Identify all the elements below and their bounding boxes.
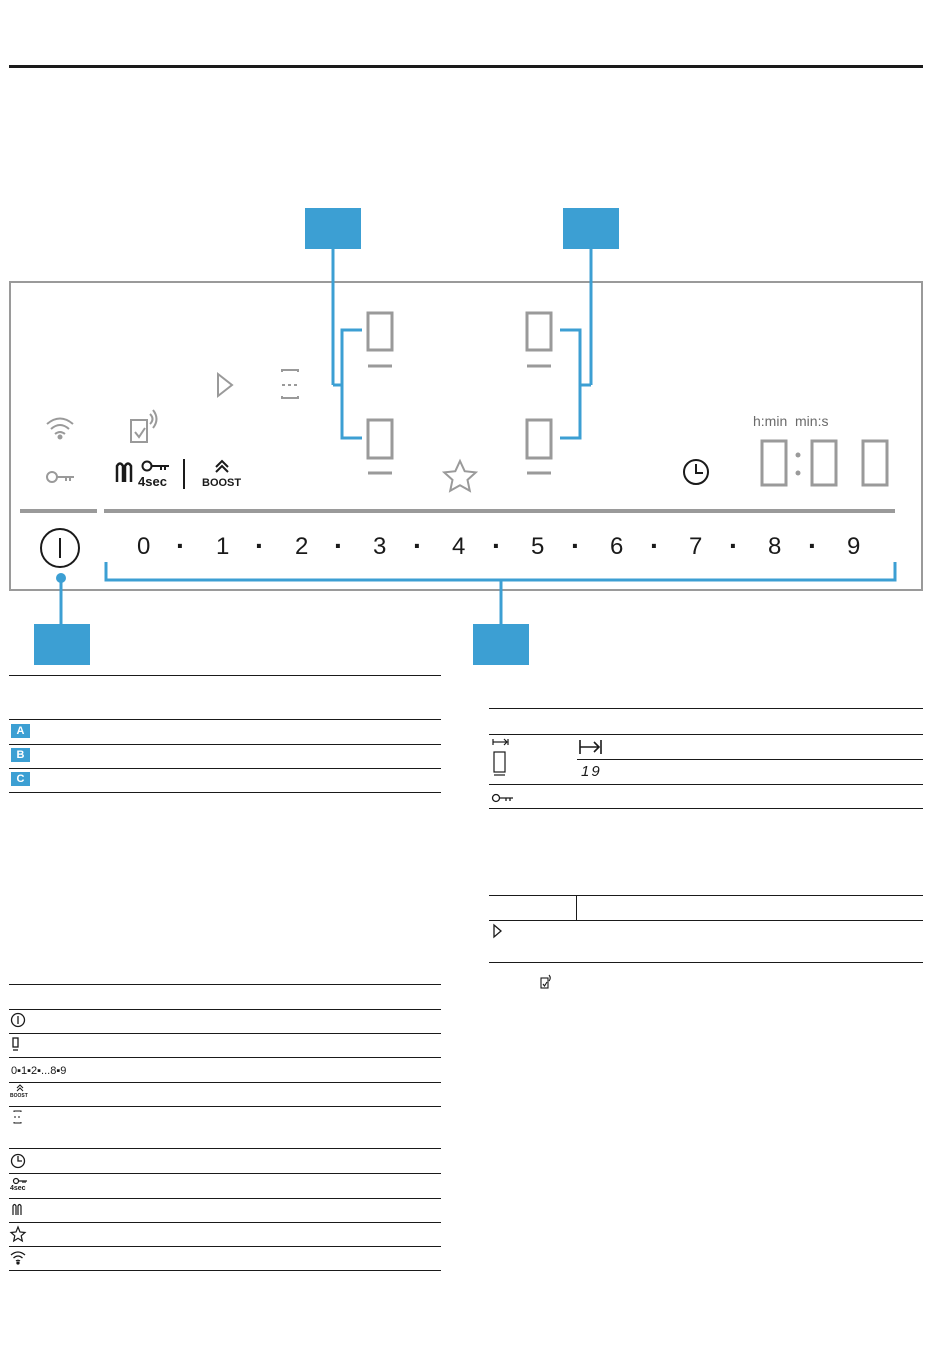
display-digit-icon — [13, 1038, 18, 1050]
symbol-icons — [9, 984, 49, 1274]
childlock-key-icon — [143, 462, 170, 471]
timer-number: 19 — [581, 763, 602, 780]
wifi-small-icon — [11, 1252, 25, 1264]
scale-dot: · — [808, 530, 818, 561]
wifi-icon — [47, 419, 73, 439]
clock-small-icon — [12, 1155, 25, 1168]
table-symbols — [9, 984, 441, 1274]
boost-label: BOOST — [202, 477, 242, 489]
star-icon — [444, 461, 476, 491]
remote-small-icon — [541, 975, 550, 988]
panel-graphics — [0, 0, 950, 680]
flexzone-small-icon — [14, 1111, 21, 1123]
power-level-3[interactable]: 3 — [373, 533, 387, 560]
timer-units-label: h:min min:s — [753, 413, 829, 429]
clock-icon — [684, 460, 708, 484]
star-small-icon — [11, 1227, 25, 1241]
play-icon — [218, 374, 232, 396]
scale-dot: · — [492, 530, 502, 561]
boost-small-icon — [17, 1085, 23, 1091]
start-icons — [489, 895, 569, 995]
power-switch-icon — [41, 529, 79, 567]
scale-dot: · — [729, 530, 739, 561]
remote-start-icon — [131, 410, 157, 442]
key-residual-icon — [493, 795, 514, 802]
boost-small-label: BOOST — [10, 1093, 28, 1099]
key-icon — [47, 472, 74, 482]
scale-dot: · — [571, 530, 581, 561]
timer-digit-min-ones — [863, 441, 887, 485]
badge-a: A — [11, 724, 30, 738]
table-residual — [489, 708, 923, 812]
timer-digit-min-tens — [812, 441, 836, 485]
zone-digit-rear-left — [368, 420, 392, 473]
zone-digit-front-left — [368, 313, 392, 366]
childlock-small-label: 4sec — [10, 1185, 26, 1192]
scale-dot: · — [176, 530, 186, 561]
timer-colon — [796, 453, 801, 476]
power-scale[interactable] — [105, 530, 895, 566]
power-level-6[interactable]: 6 — [610, 533, 624, 560]
power-icon — [12, 1014, 25, 1027]
scale-dot: · — [413, 530, 423, 561]
power-level-1[interactable]: 1 — [216, 533, 230, 560]
scale-dot: · — [334, 530, 344, 561]
power-level-9[interactable]: 9 — [847, 533, 861, 560]
boost-icon — [216, 461, 228, 472]
power-level-8[interactable]: 8 — [768, 533, 782, 560]
key-small-icon — [14, 1179, 28, 1184]
play-small-icon — [494, 925, 501, 937]
zone-digit-front-right — [527, 313, 551, 366]
transfer-icon — [580, 740, 601, 754]
childlock-label: 4sec — [138, 474, 167, 489]
table-start — [489, 895, 923, 995]
power-level-2[interactable]: 2 — [295, 533, 309, 560]
power-level-5[interactable]: 5 — [531, 533, 545, 560]
scale-dot: · — [255, 530, 265, 561]
power-scale-row-text: 0▪1▪2▪...8▪9 — [11, 1065, 67, 1077]
pause-small-icon — [13, 1205, 21, 1216]
badge-c: C — [11, 772, 30, 786]
power-level-7[interactable]: 7 — [689, 533, 703, 560]
power-level-0[interactable]: 0 — [137, 533, 151, 560]
pause-icon — [117, 464, 131, 483]
flexzone-icon — [282, 370, 298, 398]
scale-dot: · — [650, 530, 660, 561]
timer-digit-hours — [762, 441, 786, 485]
zone-selection-icon — [493, 739, 508, 775]
residual-icons — [489, 708, 629, 812]
badge-b: B — [11, 748, 30, 762]
power-level-4[interactable]: 4 — [452, 533, 466, 560]
table-abc — [9, 675, 441, 795]
zone-digit-rear-right — [527, 420, 551, 473]
